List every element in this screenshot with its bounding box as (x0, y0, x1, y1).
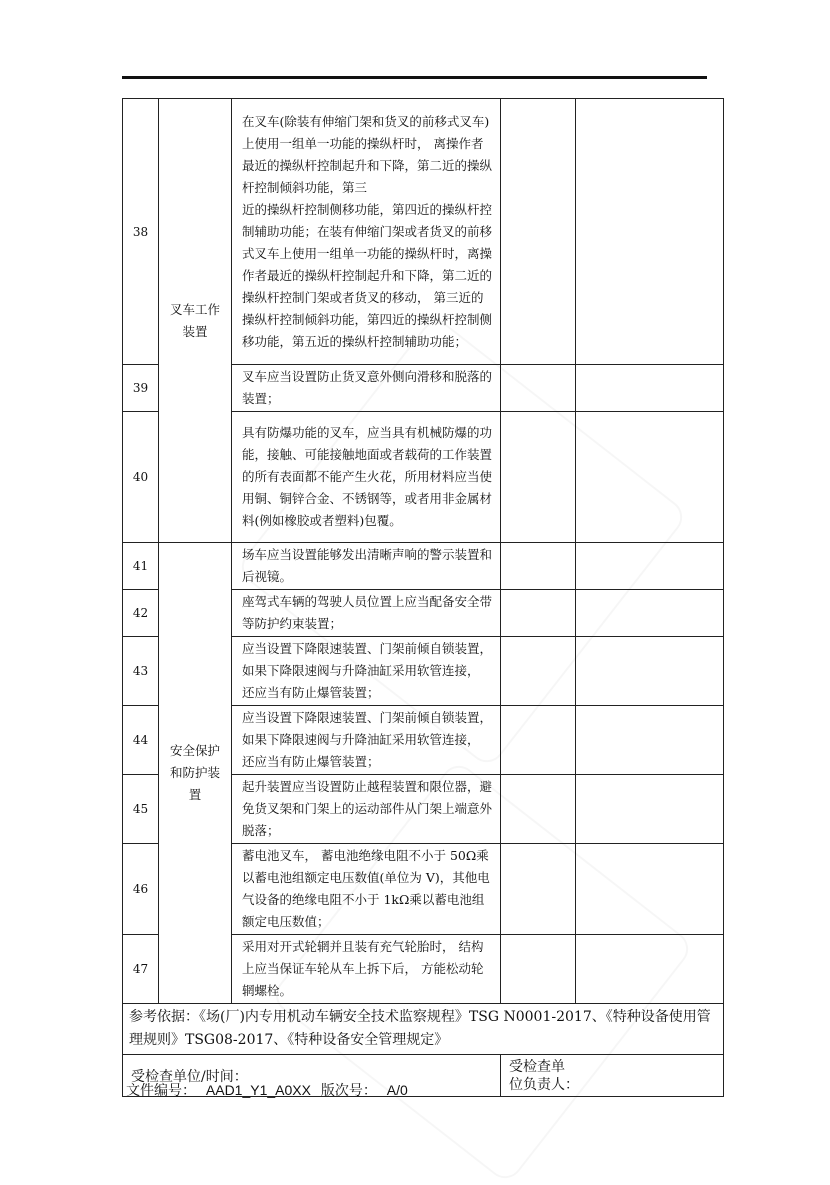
file-number-label: 文件编号： (126, 1082, 196, 1098)
row-number: 45 (123, 775, 159, 844)
remark-cell[interactable] (576, 706, 724, 775)
requirement-text: 蓄电池叉车， 蓄电池绝缘电阻不小于 50Ω乘以蓄电池组额定电压数值(单位为 V)，其他电气设备的绝缘电阻不小于 1kΩ乘以蓄电池组额定电压数值； (232, 844, 501, 935)
version-label: 版次号： (320, 1082, 377, 1098)
remark-cell[interactable] (576, 543, 724, 590)
requirement-text: 在叉车(除装有伸缩门架和货叉的前移式叉车)上使用一组单一功能的操纵杆时， 离操作者最近的操纵杆控制起升和下降，第二近的操纵杆控制倾斜功能，第三 近的操纵杆控制侧移功能，第四近的操纵杆控制辅助功能；在装有伸缩门架或者货叉的前移式叉车上使用一组单一功能的操纵杆时，离操作者最近的操纵杆控制起升和下降，第二近的操纵杆控制门架或者货叉的移动， 第三近的操纵杆控制倾斜功能，第四近的操纵杆控制侧移功能，第五近的操纵杆控制辅助功能； (232, 99, 501, 365)
inspection-table (122, 98, 724, 1097)
row-number: 40 (123, 412, 159, 543)
remark-cell[interactable] (576, 99, 724, 365)
row-number: 46 (123, 844, 159, 935)
file-number-value: AAD1_Y1_A0XX (205, 1082, 311, 1098)
category-cell: 安全保护和防护装置 (159, 543, 232, 1004)
remark-cell[interactable] (576, 365, 724, 412)
table-row (123, 99, 724, 365)
responsible-label-line1: 受检查单 (509, 1058, 565, 1075)
requirement-text: 座驾式车辆的驾驶人员位置上应当配备安全带等防护约束装置； (232, 590, 501, 637)
version-value: A/0 (386, 1082, 408, 1098)
remark-cell[interactable] (576, 775, 724, 844)
check-result-cell[interactable] (501, 543, 576, 590)
check-result-cell[interactable] (501, 935, 576, 1004)
document-footer (126, 1080, 414, 1100)
category-cell: 叉车工作装置 (159, 99, 232, 543)
requirement-text: 应当设置下降限速装置、门架前倾自锁装置，如果下降限速阀与升降油缸采用软管连接， 还应当有防止爆管装置； (232, 637, 501, 706)
requirement-text: 起升装置应当设置防止越程装置和限位器，避免货叉架和门架上的运动部件从门架上端意外脱落； (232, 775, 501, 844)
row-number: 39 (123, 365, 159, 412)
remark-cell[interactable] (576, 844, 724, 935)
requirement-text: 具有防爆功能的叉车，应当具有机械防爆的功能，接触、可能接触地面或者载荷的工作装置的所有表面都不能产生火花，所用材料应当使用铜、铜锌合金、不锈钢等，或者用非金属材料(例如橡胶或者塑料)包覆。 (232, 412, 501, 543)
remark-cell[interactable] (576, 935, 724, 1004)
check-result-cell[interactable] (501, 844, 576, 935)
remark-cell[interactable] (576, 637, 724, 706)
requirement-text: 应当设置下降限速装置、门架前倾自锁装置，如果下降限速阀与升降油缸采用软管连接， 还应当有防止爆管装置； (232, 706, 501, 775)
requirement-text: 叉车应当设置防止货叉意外侧向滑移和脱落的装置； (232, 365, 501, 412)
row-number: 38 (123, 99, 159, 365)
check-result-cell[interactable] (501, 412, 576, 543)
requirement-text: 采用对开式轮辋并且装有充气轮胎时， 结构上应当保证车轮从车上拆下后， 方能松动轮辋螺栓。 (232, 935, 501, 1004)
reference-text: 参考依据：《场(厂)内专用机动车辆安全技术监察规程》TSG N0001-2017、《特种设备使用管理规则》TSG08-2017、《特种设备安全管理规定》 (123, 1004, 724, 1055)
row-number: 41 (123, 543, 159, 590)
remark-cell[interactable] (576, 412, 724, 543)
row-number: 43 (123, 637, 159, 706)
responsible-label-line2: 位负责人： (509, 1076, 579, 1093)
row-number: 44 (123, 706, 159, 775)
row-number: 47 (123, 935, 159, 1004)
check-result-cell[interactable] (501, 590, 576, 637)
row-number: 42 (123, 590, 159, 637)
reference-row (123, 1004, 724, 1055)
check-result-cell[interactable] (501, 775, 576, 844)
header-rule (122, 76, 707, 79)
check-result-cell[interactable] (501, 365, 576, 412)
check-result-cell[interactable] (501, 706, 576, 775)
remark-cell[interactable] (576, 590, 724, 637)
responsible-person-field[interactable] (501, 1055, 724, 1097)
table-row (123, 543, 724, 590)
requirement-text: 场车应当设置能够发出清晰声响的警示装置和后视镜。 (232, 543, 501, 590)
inspected-unit-label: 受检查单位/时间： (131, 1068, 248, 1085)
check-result-cell[interactable] (501, 99, 576, 365)
check-result-cell[interactable] (501, 637, 576, 706)
